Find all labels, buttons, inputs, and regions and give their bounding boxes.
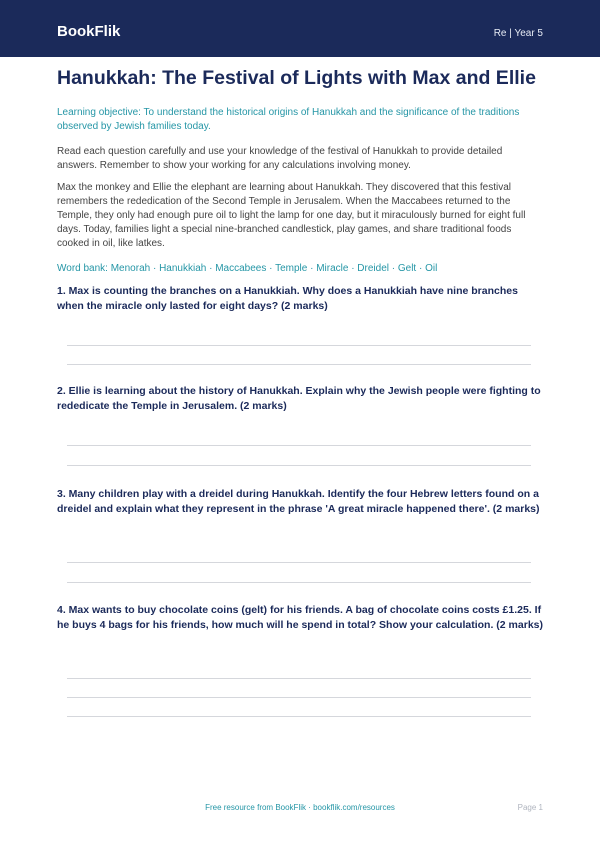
question-text: 4. Max wants to buy chocolate coins (gelt) for his friends. A bag of chocolate coins costs £1.25. If he buys 4 bags for his friends, how much will he spend in total? Show your calculation. (2 marks) [57,604,543,631]
question-4 [57,603,543,633]
answer-line[interactable] [67,465,531,466]
subject-year-label: Re | Year 5 [493,28,543,39]
answer-line[interactable] [67,562,531,563]
question-3 [57,487,543,517]
question-text: 2. Ellie is learning about the history of Hanukkah. Explain why the Jewish people were fighting to rededicate the Temple in Jerusalem. (2 marks) [57,385,541,412]
answer-line[interactable] [67,364,531,365]
answer-line[interactable] [67,445,531,446]
page-number: Page 1 [517,803,543,812]
word-bank: Word bank: Menorah · Hanukkiah · Maccabees · Temple · Miracle · Dreidel · Gelt · Oil [57,263,438,274]
story-paragraph: Max the monkey and Ellie the elephant are learning about Hanukkah. They discovered that this festival remembers the rededication of the Second Temple in Jerusalem. When the Maccabees returned to the Temple, they only had enough pure oil to light the lamp for one day, but it miraculously burned for eight full days. Today, families light a special nine-branched candlestick, play games, and share traditional foods cooked in oil, like latkes. [57,182,526,249]
brand-logo[interactable]: BookFlik [57,23,121,40]
answer-line[interactable] [67,345,531,346]
question-text: 1. Max is counting the branches on a Hanukkiah. Why does a Hanukkiah have nine branches when the miracle only lasted for eight days? (2 marks) [57,285,518,312]
learning-objective: Learning objective: To understand the historical origins of Hanukkah and the significance of the traditions observed by Jewish families today. [57,107,520,132]
page-title: Hanukkah: The Festival of Lights with Max and Ellie [57,67,536,89]
answer-line[interactable] [67,582,531,583]
question-text: 3. Many children play with a dreidel during Hanukkah. Identify the four Hebrew letters found on a dreidel and explain what they represent in the phrase 'A great miracle happened there'. (2 marks) [57,488,540,515]
answer-line[interactable] [67,716,531,717]
question-1 [57,284,543,314]
resource-link[interactable]: Free resource from BookFlik · bookflik.com/resources [205,803,395,812]
header-bar [0,0,600,57]
answer-line[interactable] [67,678,531,679]
instructions-text: Read each question carefully and use your knowledge of the festival of Hanukkah to provide detailed answers. Remember to show your working for any calculations involving money. [57,146,503,171]
answer-line[interactable] [67,697,531,698]
worksheet-intro [57,66,543,276]
question-2 [57,384,543,414]
